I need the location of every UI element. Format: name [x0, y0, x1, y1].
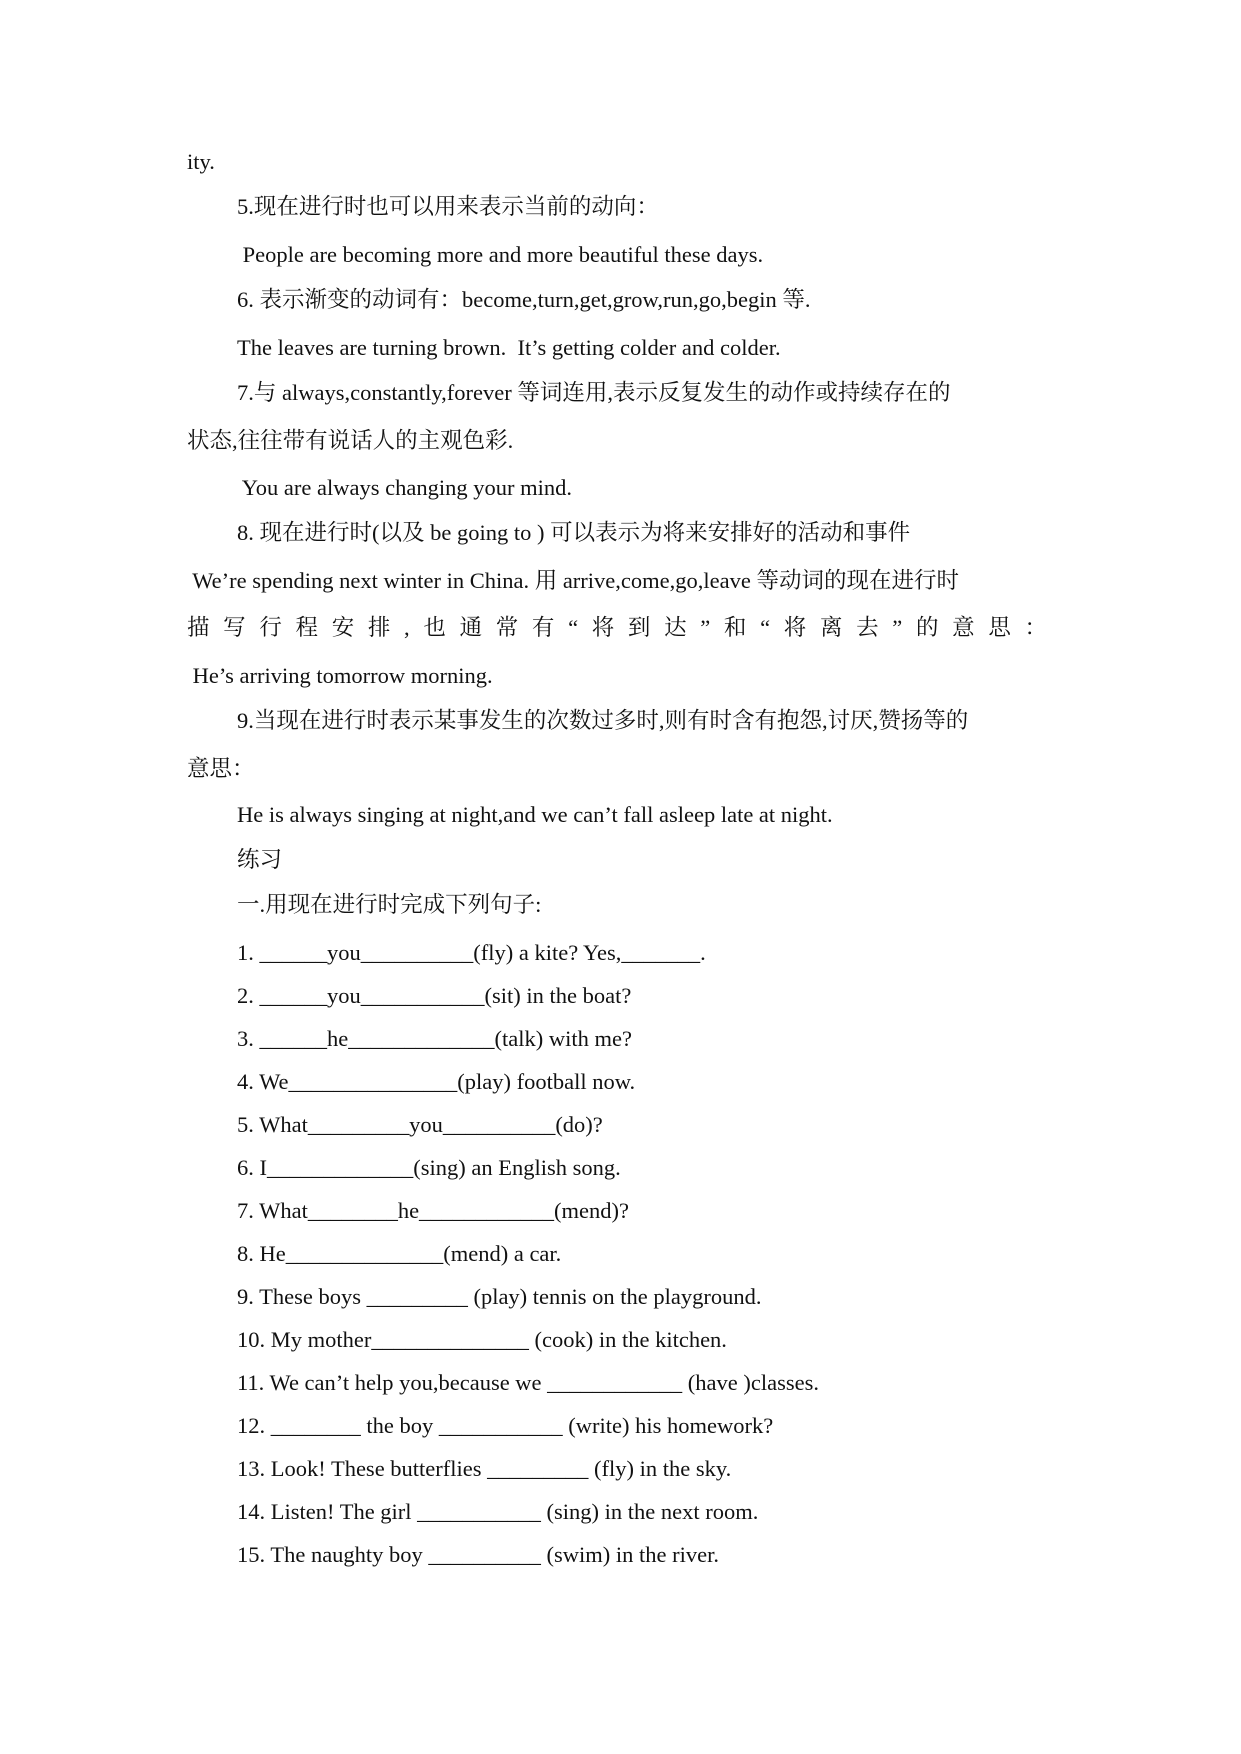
- exercise-item-8: 8. He______________(mend) a car.: [237, 1241, 562, 1266]
- text-line-example-7: You are always changing your mind.: [237, 475, 572, 500]
- text-line-example-6: The leaves are turning brown. It’s getting colder and colder.: [237, 335, 781, 360]
- text-line-rule-8b: We’re spending next winter in China. 用 arrive,come,go,leave 等动词的现在进行时: [187, 568, 959, 593]
- text-line-rule-8c: 描写行程安排,也通常有“将到达”和“将离去”的意思：: [187, 615, 1047, 640]
- exercise-item-13: 13. Look! These butterflies _________ (fly) in the sky.: [237, 1456, 732, 1481]
- section-heading-exercise: 练习: [237, 847, 283, 872]
- exercise-item-4: 4. We_______________(play) football now.: [237, 1069, 636, 1094]
- exercise-item-2: 2. ______you___________(sit) in the boat?: [237, 983, 632, 1008]
- text-line-example-5: People are becoming more and more beautiful these days.: [237, 242, 764, 267]
- exercise-item-15: 15. The naughty boy __________ (swim) in the river.: [237, 1542, 720, 1567]
- text-line-rule-7a: 7.与 always,constantly,forever 等词连用,表示反复发生的动作或持续存在的: [237, 380, 951, 405]
- exercise-item-5: 5. What_________you__________(do)?: [237, 1112, 603, 1137]
- exercise-item-12: 12. ________ the boy ___________ (write) his homework?: [237, 1413, 774, 1438]
- text-line-rule-9a: 9.当现在进行时表示某事发生的次数过多时,则有时含有抱怨,讨厌,赞扬等的: [237, 708, 969, 733]
- exercise-item-1: 1. ______you__________(fly) a kite? Yes,_______.: [237, 940, 706, 965]
- text-line-ity: ity.: [187, 149, 215, 174]
- exercise-item-7: 7. What________he____________(mend)?: [237, 1198, 630, 1223]
- exercise-item-9: 9. These boys _________ (play) tennis on the playground.: [237, 1284, 762, 1309]
- text-line-example-9: He is always singing at night,and we can’t fall asleep late at night.: [237, 802, 833, 827]
- exercise-item-3: 3. ______he_____________(talk) with me?: [237, 1026, 632, 1051]
- text-line-rule-9b: 意思：: [187, 756, 255, 781]
- text-line-rule-7b: 状态,往往带有说话人的主观色彩.: [187, 428, 514, 453]
- exercise-item-14: 14. Listen! The girl ___________ (sing) in the next room.: [237, 1499, 759, 1524]
- text-line-example-8: He’s arriving tomorrow morning.: [187, 663, 493, 688]
- exercise-item-10: 10. My mother______________ (cook) in the kitchen.: [237, 1327, 727, 1352]
- exercise-item-11: 11. We can’t help you,because we ____________ (have )classes.: [237, 1370, 819, 1395]
- text-line-rule-5: 5.现在进行时也可以用来表示当前的动向：: [237, 194, 659, 219]
- exercise-item-6: 6. I_____________(sing) an English song.: [237, 1155, 621, 1180]
- exercise-instruction: 一.用现在进行时完成下列句子:: [237, 892, 542, 917]
- text-line-rule-8a: 8. 现在进行时(以及 be going to ) 可以表示为将来安排好的活动和事件: [237, 520, 911, 545]
- text-line-rule-6: 6. 表示渐变的动词有：become,turn,get,grow,run,go,begin 等.: [237, 287, 811, 312]
